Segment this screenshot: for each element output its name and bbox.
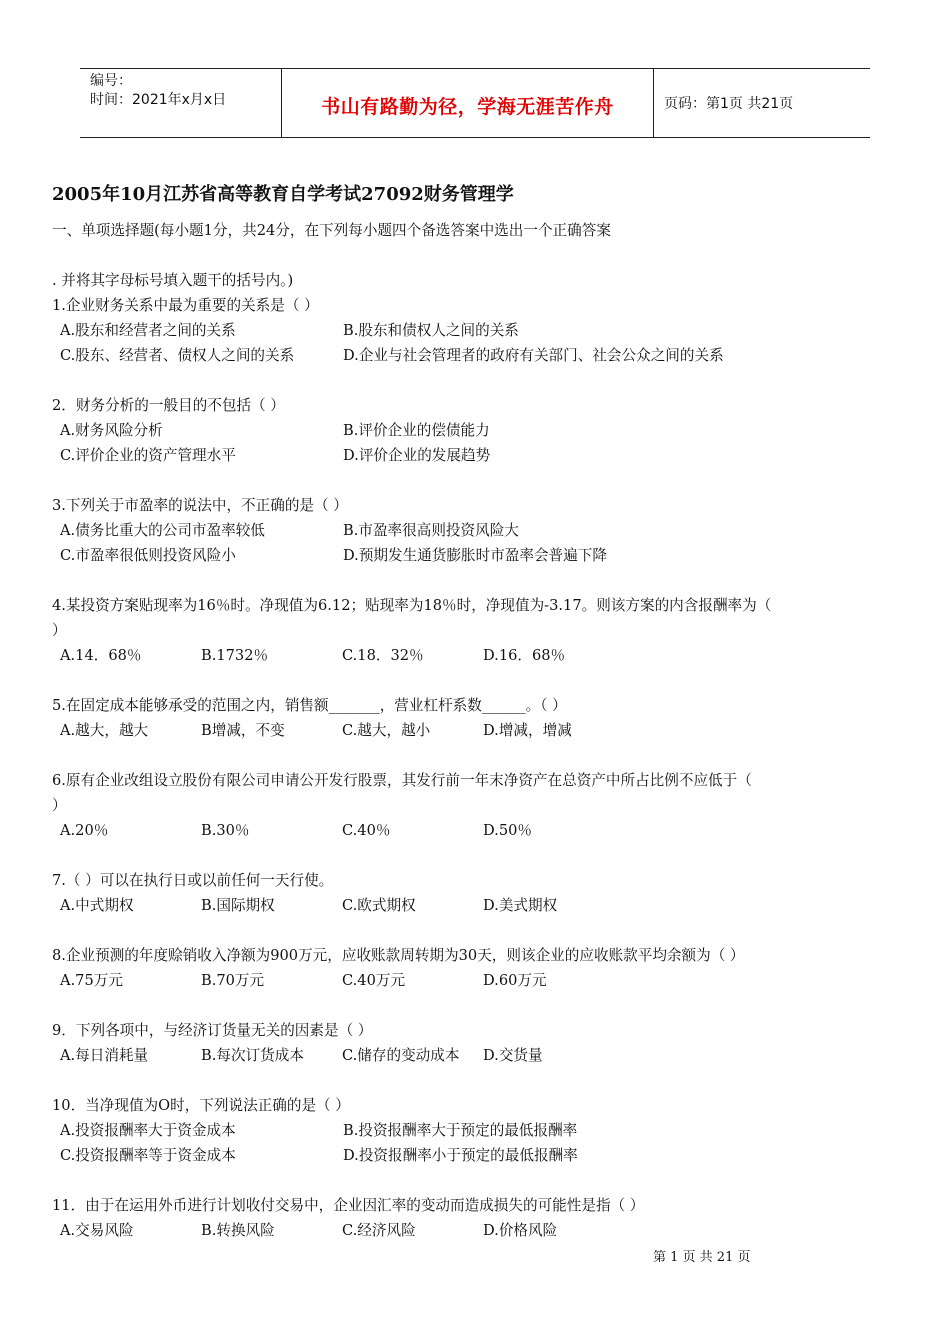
- answer-option: B增减，不变: [201, 722, 285, 739]
- option-row: [52, 1143, 902, 1168]
- spacer: [52, 993, 902, 1018]
- option-row: [52, 893, 902, 918]
- answer-option: B.评价企业的偿债能力: [343, 422, 490, 439]
- answer-option: B.30％: [201, 822, 250, 839]
- answer-option: B.股东和债权人之间的关系: [343, 322, 519, 339]
- answer-option: D.50％: [483, 822, 532, 839]
- answer-option: D.评价企业的发展趋势: [343, 447, 491, 464]
- option-row: [52, 718, 902, 743]
- answer-option: D.美式期权: [483, 897, 558, 914]
- question-stem: 2．财务分析的一般目的不包括（ ）: [52, 397, 285, 414]
- answer-option: C.股东、经营者、债权人之间的关系: [60, 347, 295, 364]
- option-row: [52, 818, 902, 843]
- spacer: [52, 243, 902, 268]
- answer-option: B.1732％: [201, 647, 269, 664]
- spacer: [52, 918, 902, 943]
- answer-option: D.价格风险: [483, 1222, 558, 1239]
- question-stem: 9．下列各项中，与经济订货量无关的因素是（ ）: [52, 1022, 373, 1039]
- header-motto: 书山有路勤为径，学海无涯苦作舟: [282, 69, 654, 137]
- spacer: [52, 743, 902, 768]
- page-footer: 第 1 页 共 21 页: [653, 1250, 751, 1265]
- question-stem: 5.在固定成本能够承受的范围之内，销售额_______，营业杠杆系数______。（ ）: [52, 697, 567, 714]
- question-stem: ）: [52, 797, 67, 814]
- answer-option: B.每次订货成本: [201, 1047, 304, 1064]
- answer-option: C.投资报酬率等于资金成本: [60, 1147, 236, 1164]
- answer-option: B.国际期权: [201, 897, 275, 914]
- spacer: [52, 843, 902, 868]
- answer-option: A.越大，越大: [60, 722, 149, 739]
- answer-option: B.转换风险: [201, 1222, 275, 1239]
- answer-option: A.20％: [60, 822, 109, 839]
- option-row: [52, 1218, 902, 1243]
- question-stem: 4.某投资方案贴现率为16％时。净现值为6.12；贴现率为18％时，净现值为-3.17。则该方案的内含报酬率为（: [52, 597, 772, 614]
- page-header: [80, 68, 870, 138]
- question-stem: ）: [52, 622, 67, 639]
- spacer: [52, 1168, 902, 1193]
- answer-option: A.投资报酬率大于资金成本: [60, 1122, 236, 1139]
- question-stem: 11．由于在运用外币进行计划收付交易中，企业因汇率的变动而造成损失的可能性是指（ ）: [52, 1197, 645, 1214]
- answer-option: D.企业与社会管理者的政府有关部门、社会公众之间的关系: [343, 347, 724, 364]
- answer-option: C.40万元: [342, 972, 406, 989]
- time-label: 时间：2021年x月x日: [90, 92, 227, 108]
- answer-option: D.投资报酬率小于预定的最低报酬率: [343, 1147, 578, 1164]
- spacer: [52, 568, 902, 593]
- document-title: 2005年10月江苏省高等教育自学考试27092财务管理学: [52, 184, 514, 205]
- section-heading: 一、单项选择题(每小题1分，共24分，在下列每小题四个备选答案中选出一个正确答案: [52, 222, 611, 239]
- header-meta: [80, 69, 282, 137]
- answer-option: B.投资报酬率大于预定的最低报酬率: [343, 1122, 578, 1139]
- answer-option: D.增减，增减: [483, 722, 572, 739]
- answer-option: D.交货量: [483, 1047, 543, 1064]
- answer-option: C.越大，越小: [342, 722, 431, 739]
- answer-option: C.40％: [342, 822, 391, 839]
- spacer: [52, 1068, 902, 1093]
- spacer: [52, 468, 902, 493]
- question-stem: 8.企业预测的年度赊销收入净额为900万元，应收账款周转期为30天，则该企业的应收账款平均余额为（ ）: [52, 947, 745, 964]
- answer-option: C.欧式期权: [342, 897, 416, 914]
- answer-option: C.储存的变动成本: [342, 1047, 460, 1064]
- answer-option: A.股东和经营者之间的关系: [60, 322, 236, 339]
- section-heading-cont: . 并将其字母标号填入题干的括号内。): [52, 272, 294, 289]
- answer-option: C.市盈率很低则投资风险小: [60, 547, 236, 564]
- spacer: [52, 368, 902, 393]
- answer-option: C.评价企业的资产管理水平: [60, 447, 236, 464]
- question-stem: 7.（ ）可以在执行日或以前任何一天行使。: [52, 872, 334, 889]
- question-list: [52, 218, 902, 1243]
- answer-option: D.60万元: [483, 972, 547, 989]
- question-stem: 10．当净现值为O时，下列说法正确的是（ ）: [52, 1097, 350, 1114]
- spacer: [52, 668, 902, 693]
- number-label: 编号：: [90, 73, 132, 89]
- answer-option: B.市盈率很高则投资风险大: [343, 522, 519, 539]
- option-row: [52, 418, 902, 443]
- option-row: [52, 443, 902, 468]
- answer-option: A.每日消耗量: [60, 1047, 149, 1064]
- answer-option: A.财务风险分析: [60, 422, 163, 439]
- answer-option: C.18．32％: [342, 647, 424, 664]
- option-row: [52, 318, 902, 343]
- option-row: [52, 1118, 902, 1143]
- option-row: [52, 518, 902, 543]
- option-row: [52, 1043, 902, 1068]
- header-page-info: 页码：第1页 共21页: [664, 96, 794, 112]
- answer-option: A.75万元: [60, 972, 123, 989]
- answer-option: D.预期发生通货膨胀时市盈率会普遍下降: [343, 547, 607, 564]
- answer-option: A.中式期权: [60, 897, 134, 914]
- answer-option: D.16．68％: [483, 647, 566, 664]
- question-stem: 6.原有企业改组设立股份有限公司申请公开发行股票，其发行前一年末净资产在总资产中所占比例不应低于（: [52, 772, 752, 789]
- answer-option: A.交易风险: [60, 1222, 134, 1239]
- question-stem: 1.企业财务关系中最为重要的关系是（ ）: [52, 297, 319, 314]
- answer-option: A.14．68％: [60, 647, 142, 664]
- option-row: [52, 343, 902, 368]
- option-row: [52, 968, 902, 993]
- answer-option: A.债务比重大的公司市盈率较低: [60, 522, 265, 539]
- answer-option: B.70万元: [201, 972, 265, 989]
- answer-option: C.经济风险: [342, 1222, 416, 1239]
- option-row: [52, 643, 902, 668]
- option-row: [52, 543, 902, 568]
- question-stem: 3.下列关于市盈率的说法中，不正确的是（ ）: [52, 497, 348, 514]
